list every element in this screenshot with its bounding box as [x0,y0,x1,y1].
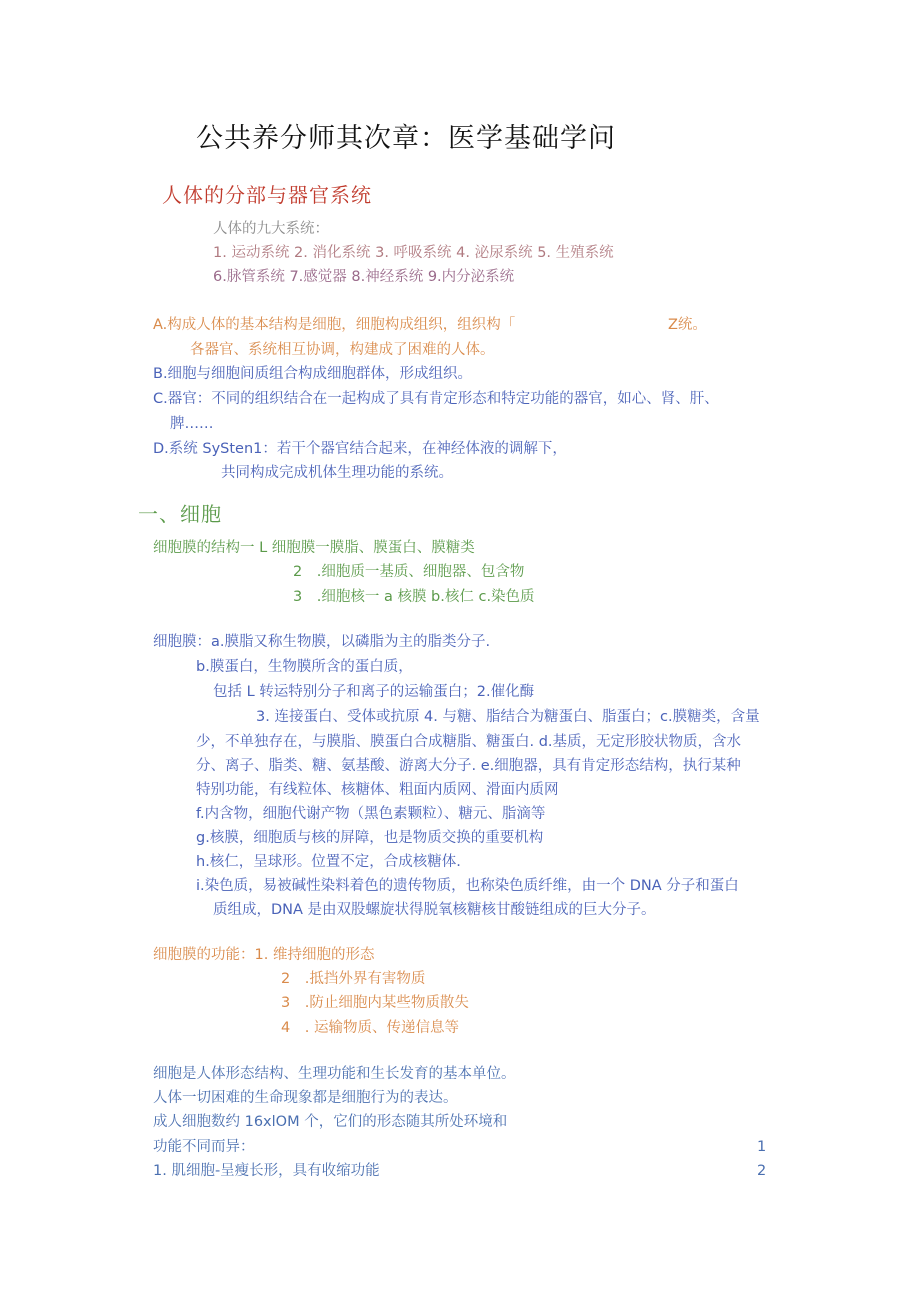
closing-line-5: 1. 肌细胞-呈瘦长形，具有收缩功能 [153,1163,380,1179]
membrane-line-1: 细胞膜：a.膜脂又称生物膜，以磷脂为主的脂类分子. [153,634,491,650]
membrane-line-8: f.内含物，细胞代谢产物（黑色素颗粒）、糖元、脂滴等 [196,806,546,822]
point-c-line-1: C.器官：不同的组织结合在一起构成了具有肯定形态和特定功能的器官，如心、肾、肝、 [153,391,719,407]
membrane-line-3: 包括 L 转运特别分子和离子的运输蛋白；2.催化酶 [213,684,535,700]
membrane-line-9: g.核膜，细胞质与核的屏障，也是物质交换的重要机构 [196,830,544,846]
closing-line-3: 成人细胞数约 16xlOM 个，它们的形态随其所处环境和 [153,1114,508,1130]
closing-line-2: 人体一切困难的生命现象都是细胞行为的表达。 [153,1090,458,1106]
function-line-4: 4 . 运输物质、传递信息等 [281,1020,459,1036]
point-b: B.细胞与细胞间质组合构成细胞群体，形成组织。 [153,366,473,382]
section-heading-organ-systems: 人体的分部与器官系统 [162,183,372,207]
closing-line-1: 细胞是人体形态结构、生理功能和生长发育的基本单位。 [153,1066,516,1082]
membrane-line-4: 3. 连接蛋白、受体或抗原 4. 与糖、脂结合为糖蛋白、脂蛋白；c.膜糖类，含量 [256,709,760,725]
point-a-text: A.构成人体的基本结构是细胞，细胞构成组织，组织构「 [153,317,516,333]
membrane-line-12: 质组成，DNA 是由双股螺旋状得脱氧核糖核甘酸链组成的巨大分子。 [213,902,656,918]
membrane-line-7: 特别功能，有线粒体、核糖体、粗面内质网、滑面内质网 [196,782,559,798]
membrane-line-5: 少，不单独存在，与膜脂、膜蛋白合成糖脂、糖蛋白. d.基质，无定形胶状物质，含水 [196,734,742,750]
systems-intro: 人体的九大系统： [213,221,329,237]
cell-structure-line-3: 3 .细胞核一 a 核膜 b.核仁 c.染色质 [293,589,535,605]
point-c-line-2: 脾…… [170,416,214,432]
closing-line-4: 功能不同而异： [153,1139,255,1155]
cell-structure-line-2: 2 .细胞质一基质、细胞器、包含物 [293,564,525,580]
closing-line-4-number: 1 [757,1139,767,1155]
membrane-line-10: h.核仁，呈球形。位置不定，合成核糖体. [196,854,461,870]
membrane-line-11: i.染色质，易被碱性染料着色的遗传物质，也称染色质纤维，由一个 DNA 分子和蛋白 [196,878,739,894]
cell-structure-line-1: 细胞膜的结构一 L 细胞膜一膜脂、膜蛋白、膜糖类 [153,540,475,556]
function-line-2: 2 .抵挡外界有害物质 [281,971,426,987]
page-title: 公共养分师其次章：医学基础学问 [196,123,616,154]
point-a-tail: Z统。 [668,317,707,333]
point-a-line-2: 各器官、系统相互协调，构建成了困难的人体。 [190,342,495,358]
point-d-line-2: 共同构成完成机体生理功能的系统。 [221,465,453,481]
function-line-1: 细胞膜的功能：1. 维持细胞的形态 [153,947,375,963]
membrane-line-6: 分、离子、脂类、糖、氨基酸、游离大分子. e.细胞器，具有肯定形态结构，执行某种 [196,758,741,774]
function-line-3: 3 .防止细胞内某些物质散失 [281,995,469,1011]
point-d-line-1: D.系统 SySten1：若干个器官结合起来，在神经体液的调解下， [153,441,567,457]
point-a-line-1 [153,315,515,335]
membrane-line-2: b.膜蛋白，生物膜所含的蛋白质， [196,659,413,675]
systems-line-2: 6.脉管系统 7.感觉器 8.神经系统 9.内分泌系统 [213,269,515,285]
systems-line-1: 1. 运动系统 2. 消化系统 3. 呼吸系统 4. 泌尿系统 5. 生殖系统 [213,245,614,261]
closing-line-5-number: 2 [757,1163,767,1179]
section-heading-cell: 一、细胞 [138,502,222,526]
